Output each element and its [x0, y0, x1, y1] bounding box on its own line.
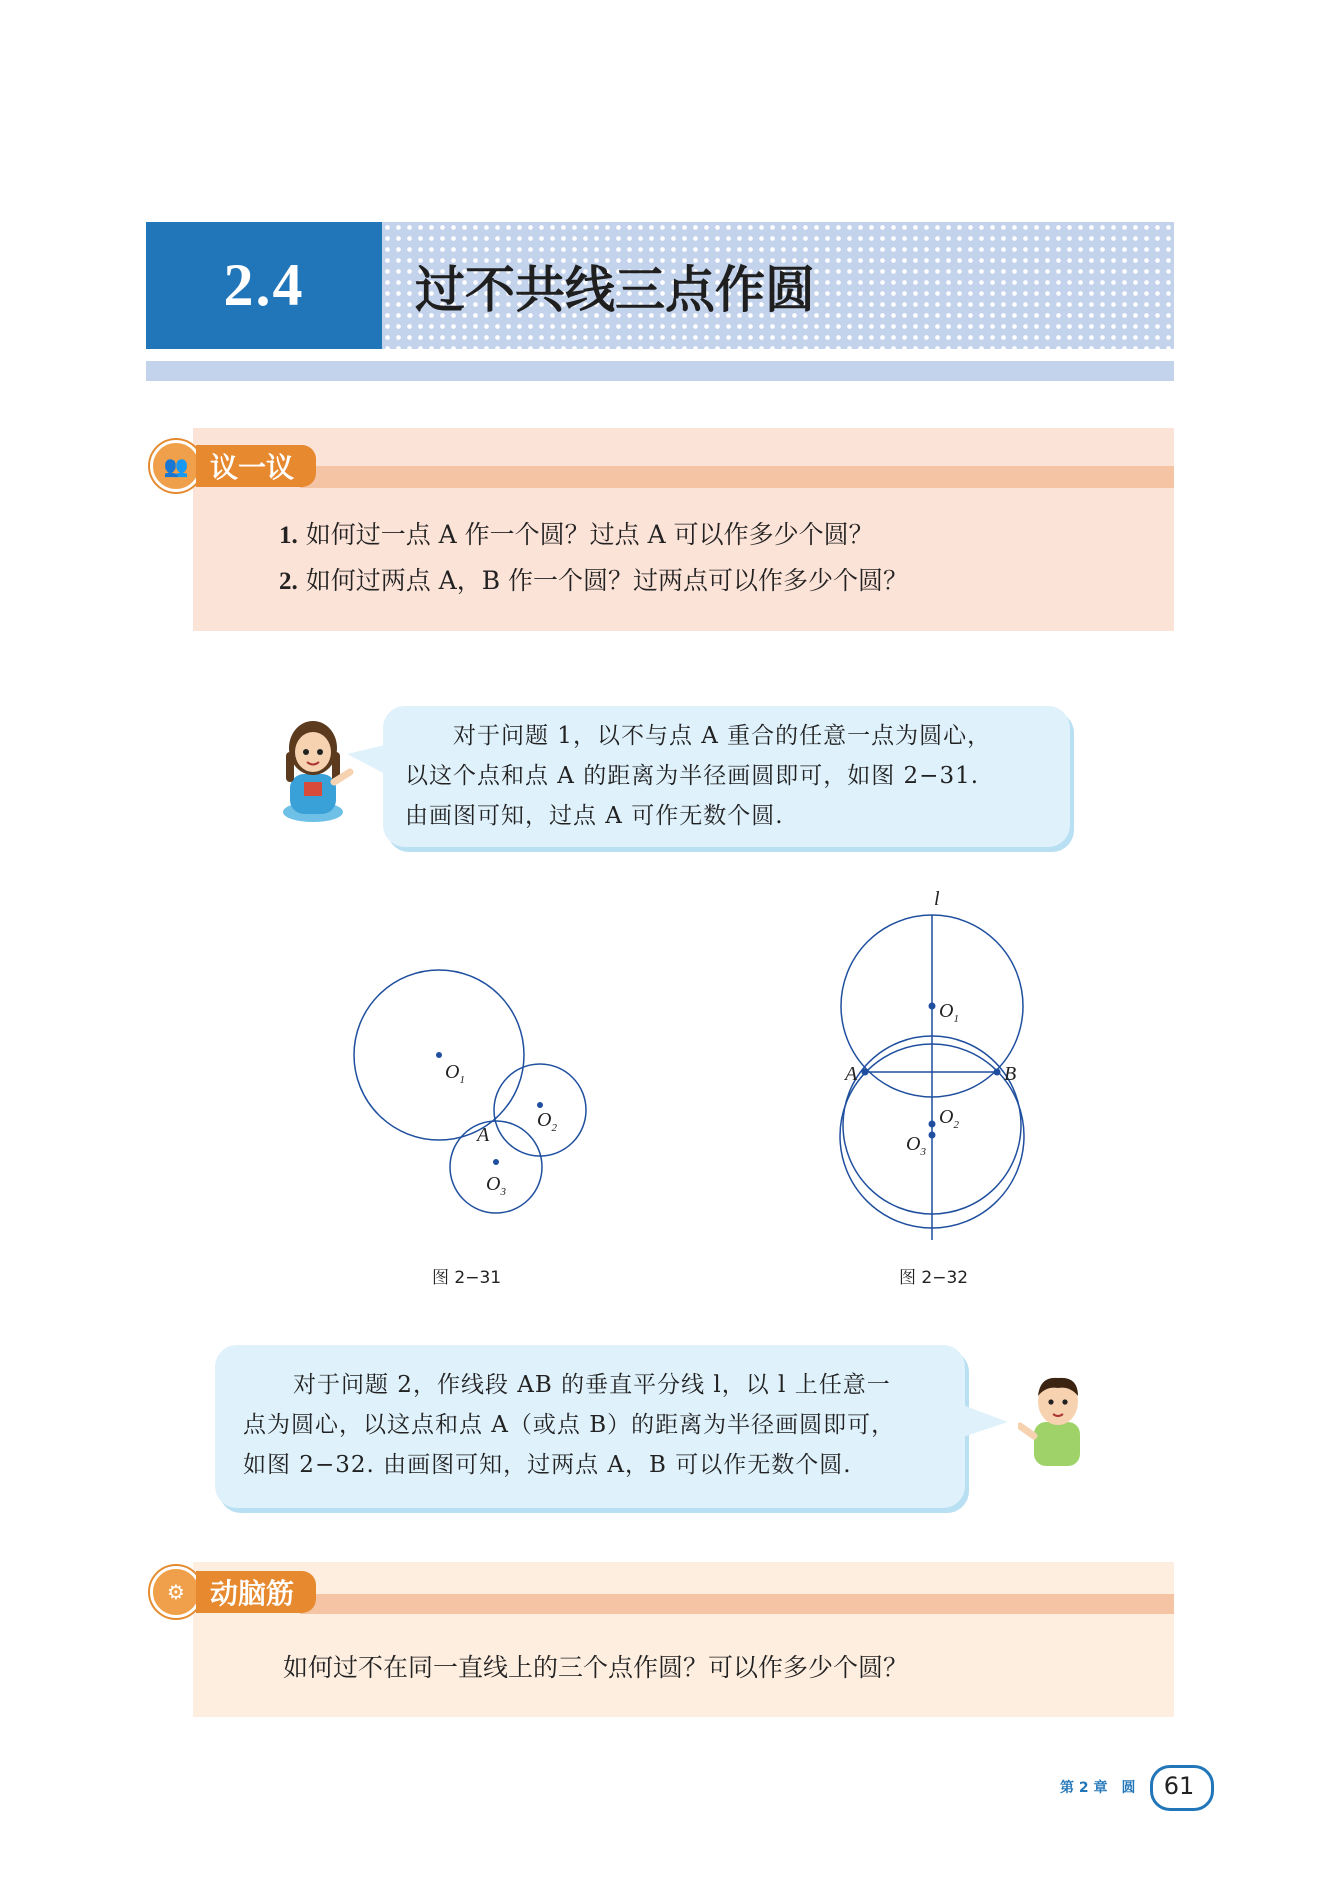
speech-bubble-2-tail — [960, 1400, 1010, 1442]
bubble-line: 如图 2−32. 由画图可知，过两点 A，B 可以作无数个圆. — [243, 1452, 852, 1478]
section-header-strip — [146, 361, 1174, 381]
question-number: 1. — [279, 522, 298, 549]
section-number: 2.4 — [146, 222, 382, 349]
gears-icon: ⚙ — [150, 1566, 202, 1618]
label-l: l — [934, 888, 940, 910]
label-o3: $O_3$ — [906, 1133, 926, 1158]
discuss-question-2 — [279, 558, 908, 605]
question-number: 2. — [279, 568, 298, 595]
point-o2 — [929, 1121, 936, 1128]
circle-o3 — [450, 1121, 542, 1213]
point-o1 — [436, 1052, 442, 1058]
section-title: 过不共线三点作圆 — [415, 260, 815, 319]
discuss-question-1 — [279, 512, 874, 559]
discuss-label — [150, 440, 316, 492]
point-o3 — [493, 1159, 499, 1165]
figure-2-31 — [340, 960, 600, 1220]
people-icon: 👥 — [150, 440, 202, 492]
speech-bubble-1-text — [405, 716, 1065, 836]
label-a: A — [477, 1124, 490, 1146]
point-o1 — [929, 1003, 936, 1010]
think-question: 如何过不在同一直线上的三个点作圆？可以作多少个圆？ — [283, 1653, 909, 1682]
bubble-line: 点为圆心，以这点和点 A（或点 B）的距离为半径画圆即可， — [243, 1412, 896, 1438]
point-a — [862, 1069, 869, 1076]
bubble-line: 以这个点和点 A 的距离为半径画圆即可，如图 2−31. — [405, 763, 980, 789]
figure-2-31-caption: 图 2−31 — [432, 1268, 502, 1288]
think-box — [193, 1562, 1174, 1717]
speech-bubble-2-text — [243, 1365, 958, 1485]
figure-2-32 — [830, 880, 1040, 1250]
question-text: 如何过两点 A，B 作一个圆？过两点可以作多少个圆？ — [305, 566, 909, 595]
page-number: 61 — [1163, 1772, 1195, 1800]
label-o1: $O_1$ — [939, 1000, 959, 1025]
label-o2: $O_2$ — [537, 1109, 557, 1134]
question-text: 如何过一点 A 作一个圆？过点 A 可以作多少个圆？ — [305, 520, 874, 549]
discuss-bar — [300, 466, 1174, 488]
boy-character-illustration — [1018, 1370, 1098, 1470]
think-label — [150, 1566, 316, 1618]
chapter-label: 第 2 章 圆 — [1060, 1780, 1136, 1796]
discuss-label-text: 议一议 — [196, 445, 316, 487]
label-o1: $O_1$ — [445, 1061, 465, 1086]
speech-bubble-1-tail — [345, 740, 389, 780]
label-o2: $O_2$ — [939, 1106, 959, 1131]
label-a: A — [845, 1063, 858, 1085]
point-b — [994, 1069, 1001, 1076]
bubble-line: 对于问题 1，以不与点 A 重合的任意一点为圆心， — [453, 723, 992, 749]
bubble-line: 由画图可知，过点 A 可作无数个圆. — [405, 803, 784, 829]
bubble-line: 对于问题 2，作线段 AB 的垂直平分线 l，以 l 上任意一 — [293, 1372, 891, 1398]
point-o3 — [929, 1132, 936, 1139]
think-label-text: 动脑筋 — [196, 1571, 316, 1613]
point-o2 — [537, 1102, 543, 1108]
figure-2-32-caption: 图 2−32 — [899, 1268, 969, 1288]
think-bar — [300, 1594, 1174, 1614]
label-b: B — [1004, 1063, 1017, 1085]
label-o3: $O_3$ — [486, 1173, 506, 1198]
